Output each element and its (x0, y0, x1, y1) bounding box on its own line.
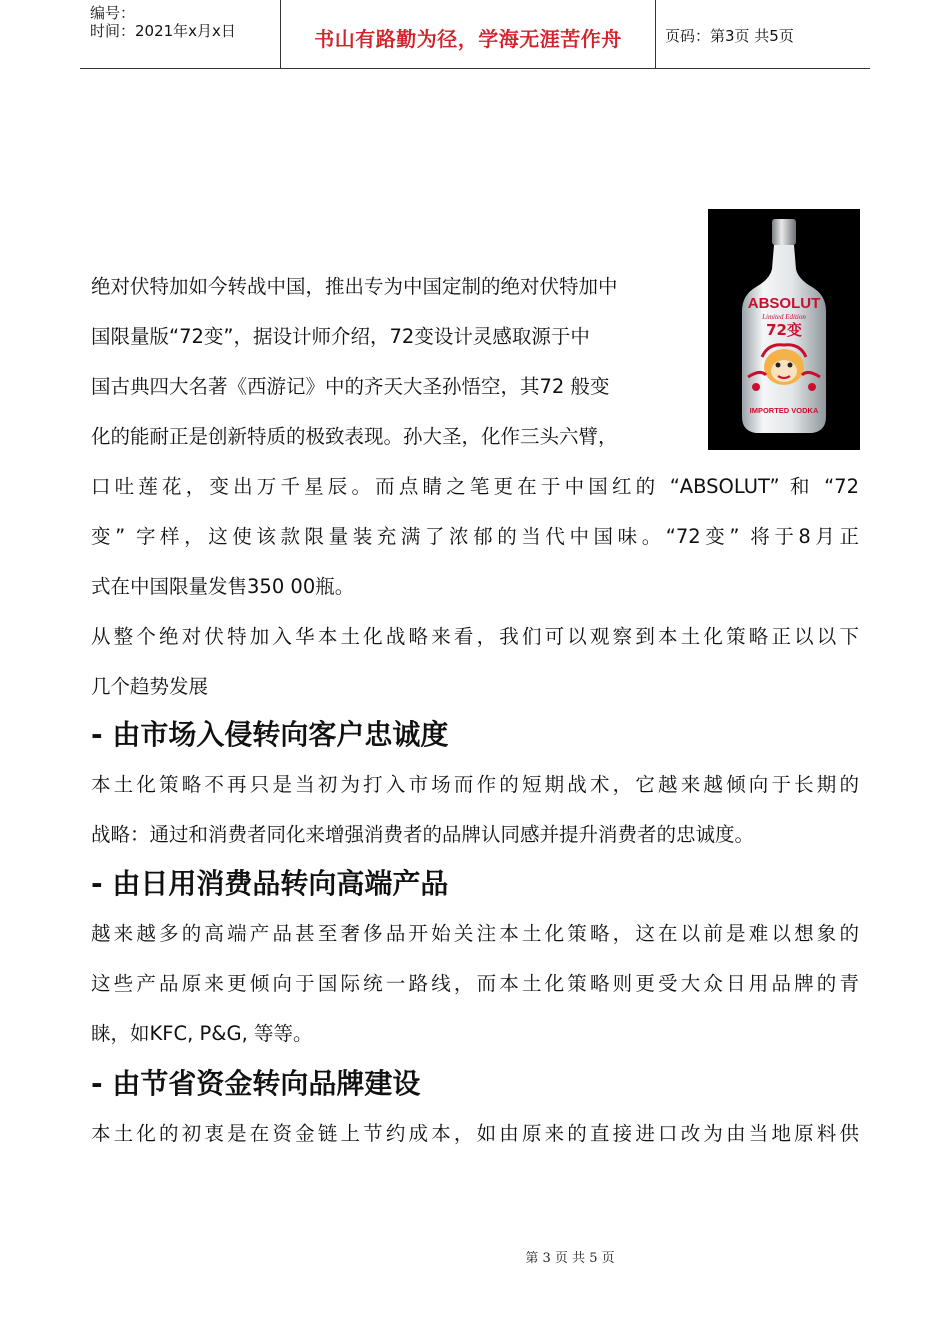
bottle-label-text: IMPORTED VODKA (749, 406, 819, 415)
body-line-5: 口吐莲花，变出万千星辰。而点睛之笔更在于中国红的 “ABSOLUT” 和 “72 (91, 475, 859, 498)
header-meta-cell (80, 0, 280, 68)
section-heading-3: - 由节省资金转向品牌建设 (91, 1067, 421, 1100)
section1-line-1: 本土化策略不再只是当初为打入市场而作的短期战术，它越来越倾向于长期的 (91, 773, 859, 796)
section2-line-1: 越来越多的高端产品甚至奢侈品开始关注本土化策略，这在以前是难以想象的 (91, 922, 859, 945)
body-line-9: 几个趋势发展 (91, 675, 209, 698)
section1-line-2: 战略：通过和消费者同化来增强消费者的品牌认同感并提升消费者的忠诚度。 (91, 823, 755, 846)
page-footer: 第 3 页 共 5 页 (525, 1251, 615, 1266)
document-number-label: 编号： (90, 4, 136, 22)
header-motto-cell (280, 0, 656, 68)
document-time-label: 时间：2021年x月x日 (90, 22, 236, 40)
body-line-8: 从整个绝对伏特加入华本土化战略来看，我们可以观察到本土化策略正以以下 (91, 625, 859, 648)
header-page-cell (655, 0, 870, 68)
absolut-bottle-image (708, 209, 860, 450)
body-line-6: 变” 字样，这使该款限量装充满了浓郁的当代中国味。“72变” 将于8月正 (91, 525, 859, 548)
body-line-1: 绝对伏特加如今转战中国，推出专为中国定制的绝对伏特加中 (91, 275, 618, 298)
body-line-7: 式在中国限量发售350 00瓶。 (91, 575, 355, 598)
body-line-3: 国古典四大名著《西游记》中的齐天大圣孙悟空，其72 般变 (91, 375, 610, 398)
page-header (80, 0, 870, 69)
section-heading-1: - 由市场入侵转向客户忠诚度 (91, 718, 449, 751)
section3-line-1: 本土化的初衷是在资金链上节约成本，如由原来的直接进口改为由当地原料供 (91, 1122, 859, 1145)
header-page-code: 页码：第3页 共5页 (665, 27, 794, 45)
bottle-edition-text: Limited Edition (762, 313, 806, 321)
header-motto: 书山有路勤为径，学海无涯苦作舟 (314, 27, 622, 51)
bottle-name-text: 72变 (766, 321, 802, 339)
section-heading-2: - 由日用消费品转向高端产品 (91, 867, 449, 900)
bottle-brand-text: ABSOLUT (747, 295, 821, 312)
section2-line-3: 睐，如KFC, P&G, 等等。 (91, 1022, 313, 1045)
body-line-4: 化的能耐正是创新特质的极致表现。孙大圣，化作三头六臂， (91, 425, 618, 448)
body-line-2: 国限量版“72变”，据设计师介绍，72变设计灵感取源于中 (91, 325, 590, 348)
bottle-illustration (708, 209, 860, 450)
section2-line-2: 这些产品原来更倾向于国际统一路线，而本土化策略则更受大众日用品牌的青 (91, 972, 859, 995)
